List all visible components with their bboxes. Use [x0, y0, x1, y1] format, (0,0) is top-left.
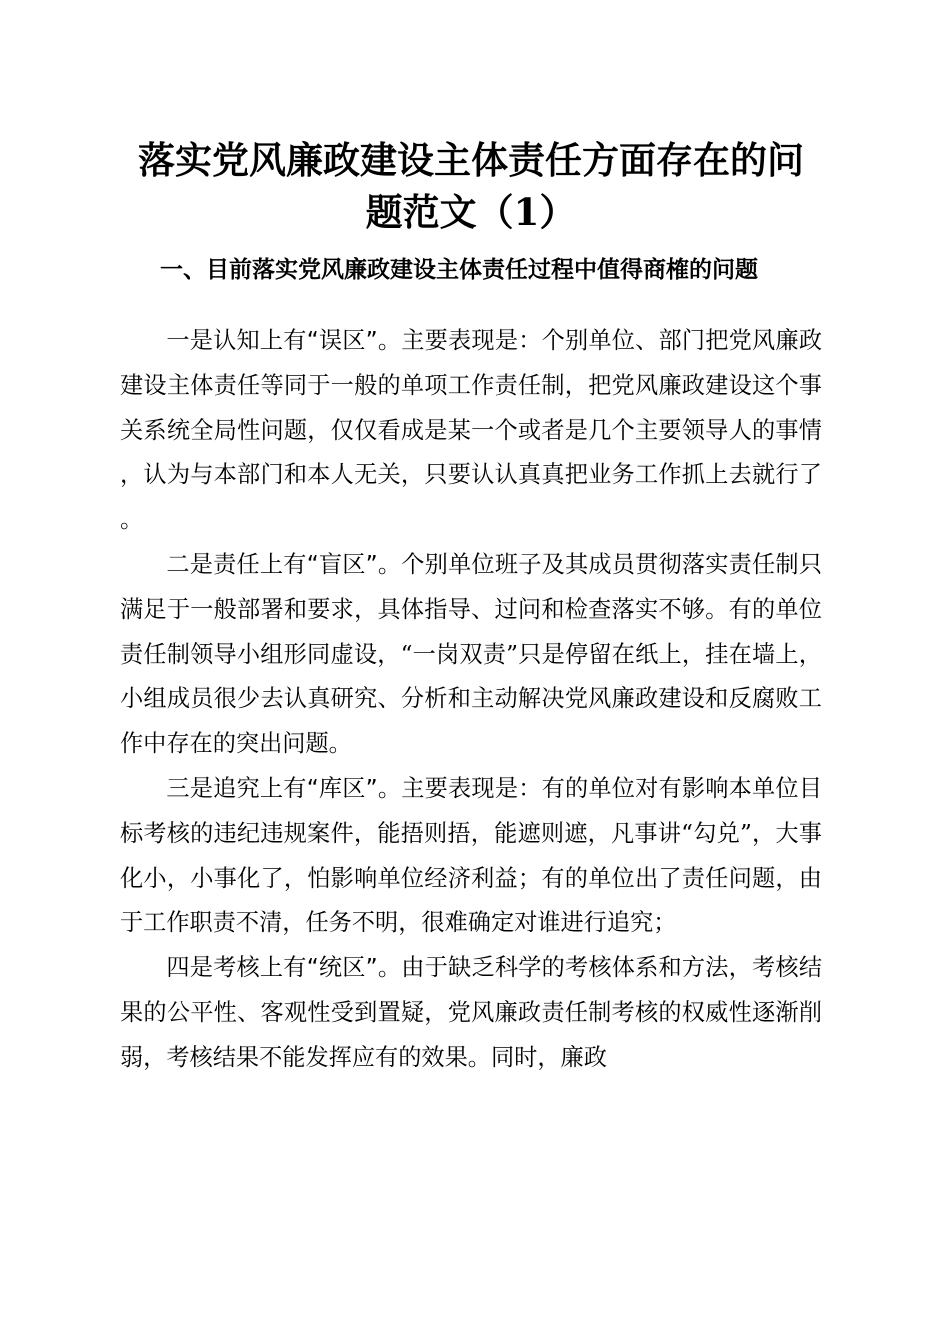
paragraph-cognition: [120, 319, 822, 543]
paragraph-assessment: [120, 946, 822, 1080]
paragraph-lead: 一是认知上有“误区”。: [166, 327, 402, 354]
paragraph-lead: 三是追究上有“库区”。: [166, 774, 402, 802]
document-page: [120, 0, 822, 1344]
document-title: 落实党风廉政建设主体责任方面存在的问题范文（1）: [138, 138, 804, 234]
paragraph-text: 主要表现是：有的单位对有影响本单位目标考核的违纪违规案件，能捂则捂，能遮则遮，凡事讲“勾兑”，大事化小，小事化了，怕影响单位经济利益；有的单位出了责任问题，由于工作职责不清，任务不明，很难确定对谁进行追究；: [120, 774, 823, 937]
section-heading: 一、目前落实党风廉政建设主体责任过程中值得商榷的问题: [160, 257, 758, 283]
document-body: [120, 319, 822, 1081]
paragraph-text: 由于缺乏科学的考核体系和方法，考核结果的公平性、客观性受到置疑，党风廉政责任制考核的权威性逐渐削弱，考核结果不能发挥应有的效果。同时，廉政: [120, 954, 823, 1071]
paragraph-text: 个别单位班子及其成员贯彻落实责任制只满足于一般部署和要求，具体指导、过问和检查落实不够。有的单位责任制领导小组形同虚设，“一岗双责”只是停留在纸上，挂在墙上，小组成员很少去认真研究、分析和主动解决党风廉政建设和反腐败工作中存在的突出问题。: [120, 550, 823, 758]
paragraph-lead: 四是考核上有“统区”。: [166, 954, 402, 982]
paragraph-accountability: [120, 767, 822, 946]
paragraph-lead: 二是责任上有“盲区”。: [166, 550, 402, 578]
paragraph-text: 主要表现是：个别单位、部门把党风廉政建设主体责任等同于一般的单项工作责任制，把党风廉政建设这个事关系统全局性问题，仅仅看成是某一个或者是几个主要领导人的事情，认为与本部门和本人无关，只要认认真真把业务工作抓上去就行了。: [120, 327, 823, 534]
paragraph-responsibility: [120, 543, 822, 767]
